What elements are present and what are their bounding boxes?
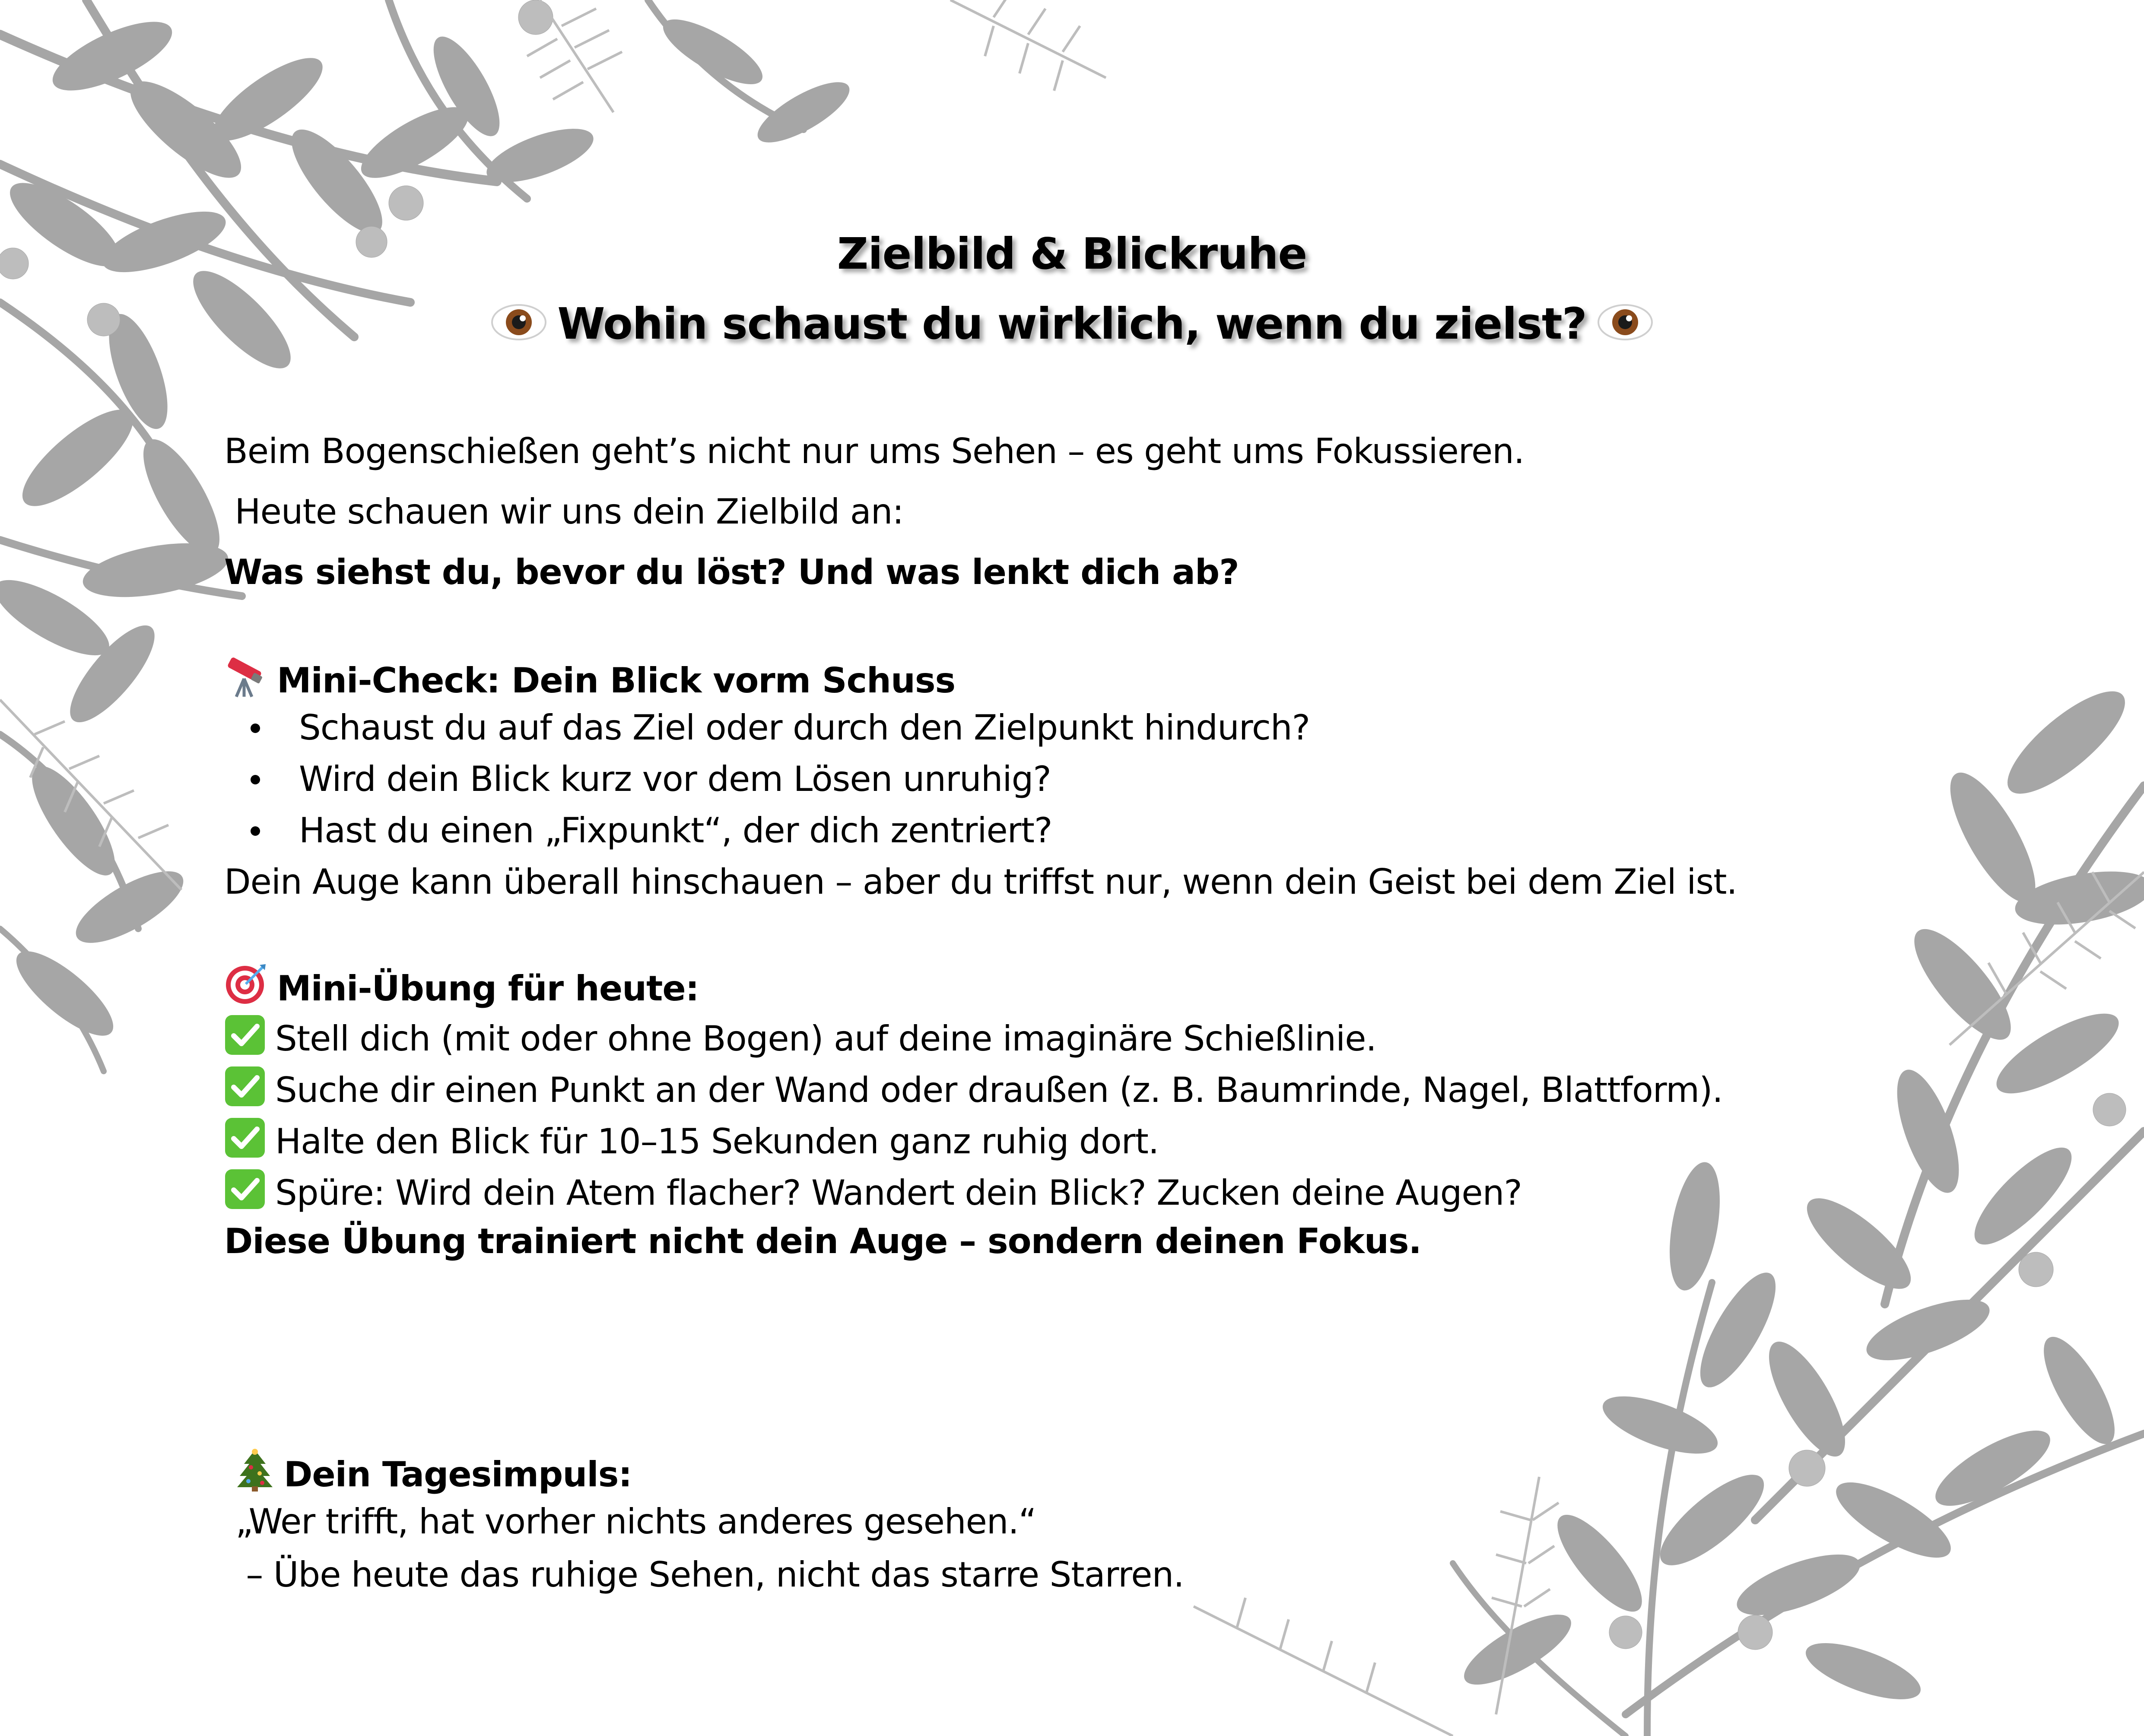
subtitle-text: Wohin schaust du wirklich, wenn du zielst?	[557, 298, 1587, 349]
list-item-text: Schaust du auf das Ziel oder durch den Zielpunkt hindurch?	[299, 708, 1310, 748]
check-mark-icon	[224, 1066, 266, 1117]
list-item-text: Wird dein Blick kurz vor dem Lösen unruhig?	[299, 759, 1051, 799]
bullet-icon	[251, 724, 260, 733]
list-item	[251, 809, 1052, 852]
page-subtitle	[0, 298, 2144, 353]
eye-icon	[491, 301, 547, 353]
step-item	[224, 1066, 1723, 1117]
mini-uebung-summary: Diese Übung trainiert nicht dein Auge – sondern deinen Fokus.	[224, 1221, 1421, 1261]
target-icon	[224, 962, 267, 1016]
check-mark-icon	[224, 1117, 266, 1168]
mini-check-note: Dein Auge kann überall hinschauen – aber du triffst nur, wenn dein Geist bei dem Ziel ist.	[224, 862, 1737, 902]
intro-line-1: Beim Bogenschießen geht’s nicht nur ums Sehen – es geht ums Fokussieren.	[224, 431, 1525, 471]
tagesimpuls-heading	[235, 1448, 632, 1501]
mini-check-heading	[224, 654, 955, 708]
telescope-icon	[224, 654, 267, 708]
step-text: Spüre: Wird dein Atem flacher? Wandert dein Blick? Zucken deine Augen?	[275, 1173, 1522, 1213]
step-item	[224, 1117, 1159, 1168]
list-item	[251, 758, 1051, 801]
step-text: Suche dir einen Punkt an der Wand oder draußen (z. B. Baumrinde, Nagel, Blattform).	[275, 1070, 1723, 1110]
tagesimpuls-title: Dein Tagesimpuls:	[284, 1454, 632, 1495]
christmas-tree-icon	[235, 1448, 274, 1501]
step-text: Halte den Blick für 10–15 Sekunden ganz ruhig dort.	[275, 1121, 1159, 1162]
intro-line-2: Heute schauen wir uns dein Zielbild an:	[224, 492, 904, 532]
page-title: Zielbild & Blickruhe	[837, 229, 1307, 279]
mini-uebung-title: Mini-Übung für heute:	[277, 968, 699, 1009]
check-mark-icon	[224, 1014, 266, 1066]
check-mark-icon	[224, 1168, 266, 1220]
bullet-icon	[251, 775, 260, 784]
mini-check-title: Mini-Check: Dein Blick vorm Schuss	[277, 660, 956, 701]
eye-icon	[1597, 301, 1653, 353]
tagesimpuls-quote: „Wer trifft, hat vorher nichts anderes gesehen.“	[235, 1501, 1036, 1542]
step-text: Stell dich (mit oder ohne Bogen) auf deine imaginäre Schießlinie.	[275, 1019, 1376, 1059]
list-item-text: Hast du einen „Fixpunkt“, der dich zentriert?	[299, 810, 1052, 851]
intro-question: Was siehst du, bevor du löst? Und was lenkt dich ab?	[224, 552, 1239, 592]
list-item	[251, 706, 1310, 749]
step-item	[224, 1014, 1376, 1066]
tagesimpuls-tip: – Übe heute das ruhige Sehen, nicht das starre Starren.	[235, 1555, 1184, 1595]
bullet-icon	[251, 826, 260, 836]
step-item	[224, 1168, 1522, 1220]
mini-uebung-heading	[224, 962, 699, 1016]
